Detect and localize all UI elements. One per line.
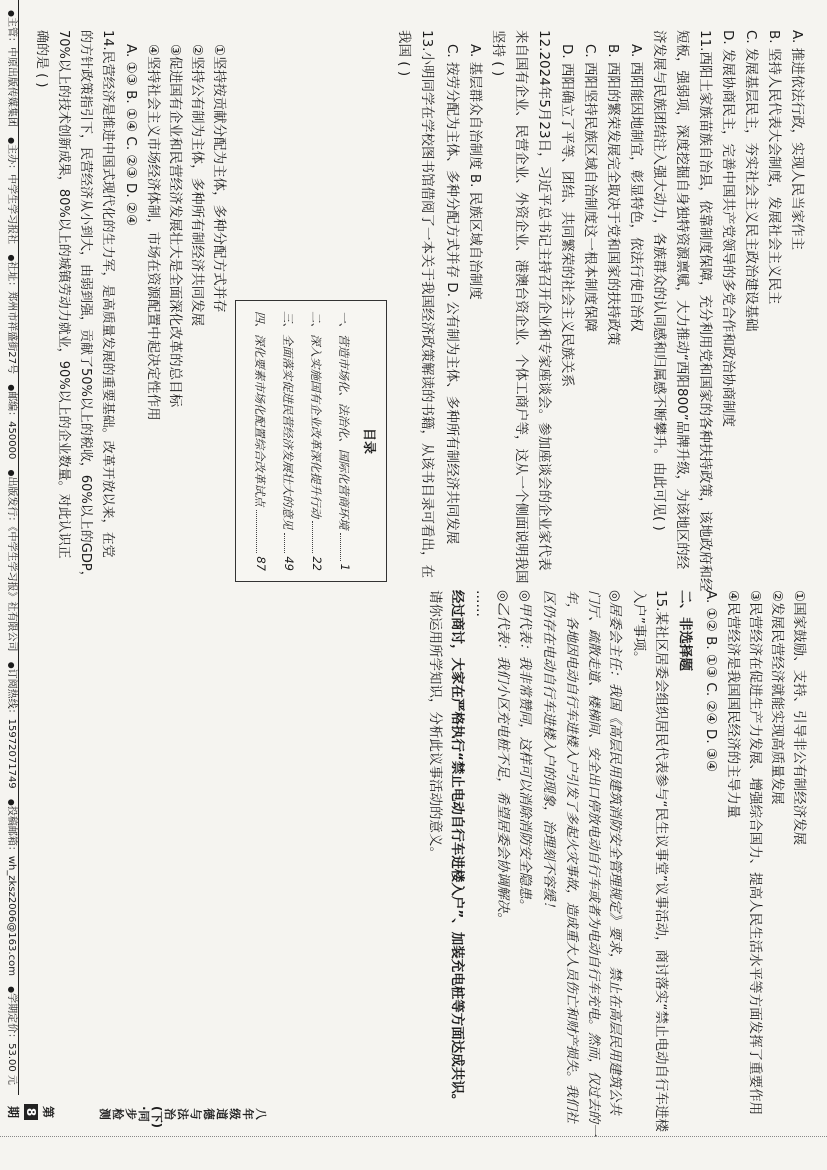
q15-line: ◎乙代表：我们小区充电桩不足，希望居委会协调解决。 [495, 590, 511, 926]
footer-item: ●邮编：450000 [6, 384, 17, 460]
footer-item: ●订阅热线：15972071749 [6, 661, 17, 789]
q13-option: ③促进国有企业和民营经济发展壮大是全面深化改革的总目标 [167, 44, 183, 408]
q15-line: …… [473, 590, 489, 617]
q15-line: 年，各地因电动自行车进楼入户引发了多起火灾事故，造成重大人员伤亡和财产损失。我们社 [564, 590, 579, 1124]
q15-line: 经过商讨，大家在严格执行“禁止电动自行车进楼入户”、加装充电桩等方面达成共识。 [449, 590, 465, 1108]
q15-line: ◎甲代表：我非常赞同，这样可以消除消防安全隐患。 [517, 590, 533, 913]
page-prefix: 第 [41, 1105, 55, 1118]
q15-line: ◎居委会主任：我国《高层民用建筑消防安全管理规定》要求，禁止在高层民用建筑公共 [607, 590, 623, 1115]
toc-item [252, 311, 268, 571]
q13-choices: A. ①③ B. ①④ C. ②③ D. ②④ [123, 44, 139, 227]
q14-line: 70%以上的技术创新成果，80%以上的城镇劳动力就业，90%以上的企业数量。对此认识正 [56, 30, 71, 559]
q15-line: 入户”事项。 [631, 590, 647, 665]
toc-page: 1 [338, 563, 352, 571]
cut-line [0, 1136, 827, 1137]
sidebar [0, 1088, 827, 1170]
toc-text: 四、深化要素市场化配置综合改革试点 [253, 311, 267, 507]
q11-option: C. 西阳坚持民族区域自治制度这一根本制度保障 [582, 44, 598, 333]
toc-item [336, 311, 352, 571]
q14-choices: A. ①② B. ①③ C. ②④ D. ③④ [703, 590, 719, 773]
footer-item: ●社址：郑州市祥盛街27号 [6, 254, 17, 375]
q12-option: C. 按劳分配为主体、多种分配方式并存 D. 公有制为主体、多种所有制经济共同发展 [444, 44, 460, 545]
toc-text: 二、深入实施国有企业改革深化提升行动 [309, 311, 323, 518]
q13-line: 13.小明同学在学校图书馆借阅了一本关于我国经济政策解读的书籍，从该书目录可看出，在 [419, 30, 435, 578]
q14-line: 14.民营经济是推进中国式现代化的生力军，是高质量发展的重要基础。改革开放以来，在党 [100, 30, 115, 558]
option-line: C. 发展基层民主，夯实社会主义民主政治建设基础 [743, 30, 759, 332]
toc-item [280, 311, 296, 571]
page-number-block [5, 1088, 57, 1136]
q14-line: 的方针政策指引下，民营经济从小到大，由弱到强，贡献了50%以上的税收，60%以上的GDP， [78, 30, 93, 584]
q11-line: 济发展与民族团结注入强大动力，各族群众的认同感和归属感不断攀升。由此可见( ) [651, 30, 667, 531]
footer [5, 0, 19, 1095]
q14-option: ①国家鼓励、支持、引导非公有制经济发展 [791, 590, 807, 846]
q14-option: ②发展民营经济就能实现高质量发展 [769, 590, 785, 805]
q14-option: ③民营经济在促进生产力发展、增强综合国力、提高人民生活水平等方面发挥了重要作用 [747, 590, 763, 1116]
q15-line: 区仍存在电动自行车进楼入户的现象，治理刻不容缓！ [541, 590, 557, 914]
q15-line: 门厅、疏散走道、楼梯间、安全出口停放电动自行车或者为电动自行车充电。然而，仅过去的一 [586, 590, 601, 1137]
footer-item: ●投稿邮箱：wh_zksz2006@163.com [6, 798, 17, 976]
q13-line: 我国 ( ) [396, 30, 412, 77]
footer-item: ●出版发行：《中学生学习报》社有限公司 [6, 469, 17, 652]
q11-option: D. 西阳确立了平等、团结、共同繁荣的社会主义民族关系 [559, 44, 575, 387]
toc-page: 49 [282, 556, 296, 571]
q14-option: ④民营经济是我国国民经济的主导力量 [725, 590, 741, 819]
footer-item: ●主管：中原出版传媒集团 [6, 10, 17, 127]
toc-item [308, 311, 324, 571]
toc-page: 87 [254, 556, 268, 571]
option-line: D. 发展协商民主，完善中国共产党领导的多党合作和政治协商制度 [720, 30, 736, 427]
q11-option: B. 西阳的繁荣发展完全取决于党和国家的扶持政策 [605, 44, 621, 346]
q12-line: 坚持 ( ) [490, 30, 506, 77]
q12-option: A. 基层群众自治制度 B. 民族区域自治制度 [467, 44, 483, 300]
q13-option: ①坚持按贡献分配为主体，多种分配方式并存 [211, 44, 227, 313]
page-number: 8 [24, 1104, 38, 1120]
subject-label: 八年级道德与法治(下)·同步检测 [98, 1106, 268, 1129]
q11-option: A. 西阳能因地制宜，彰显特色，依法行使自治权 [628, 44, 644, 332]
toc-box [235, 300, 387, 582]
section-title: 二、非选择题 [677, 590, 693, 671]
toc-title: 目录 [361, 427, 376, 454]
q11-line: 短板，强弱项，深度挖掘自身独特资源禀赋，大力推动“西阳800”品牌升级，为该地区的经 [674, 30, 690, 570]
q15-line: 15.某社区居委会组织居民代表参与“民生议事堂”议事活动，商讨落实“禁止电动自行车进楼 [653, 590, 669, 1132]
q13-option: ④坚持社会主义市场经济体制，市场在资源配置中起决定性作用 [145, 44, 161, 421]
q13-option: ②坚持公有制为主体，多种所有制经济共同发展 [189, 44, 205, 327]
option-line: B. 坚持人民代表大会制度，发展社会主义民主 [766, 30, 782, 305]
footer-item: ●学期定价：53.00 元 [6, 986, 17, 1085]
q11-line: 11.西阳土家族苗族自治县，依靠制度保障，充分利用党和国家的各种扶持政策，该地政府和经 [697, 30, 713, 592]
option-line: A. 推进依法行政，实现人民当家作主 [789, 30, 805, 251]
q12-line: 来自国有企业、民营企业、外资企业、港澳台资企业、个体工商户等，这从一个侧面说明我国 [513, 30, 529, 584]
toc-page: 22 [310, 556, 324, 571]
footer-item: ●主办：中学生学习报社 [6, 137, 17, 245]
q12-line: 12.2024年5月23日，习近平总书记主持召开企业和专家座谈会。参加座谈会的企业家代表 [536, 30, 552, 571]
page-suffix: 期 [6, 1105, 20, 1118]
toc-text: 三、全面落实促进民营经济发展壮大的意见 [281, 311, 295, 530]
q14-line: 确的是 ( ) [34, 30, 49, 88]
toc-text: 一、营造市场化、法治化、国际化营商环境 [337, 311, 351, 530]
q15-line: 请你运用所学知识，分析此议事活动的意义。 [427, 590, 443, 860]
